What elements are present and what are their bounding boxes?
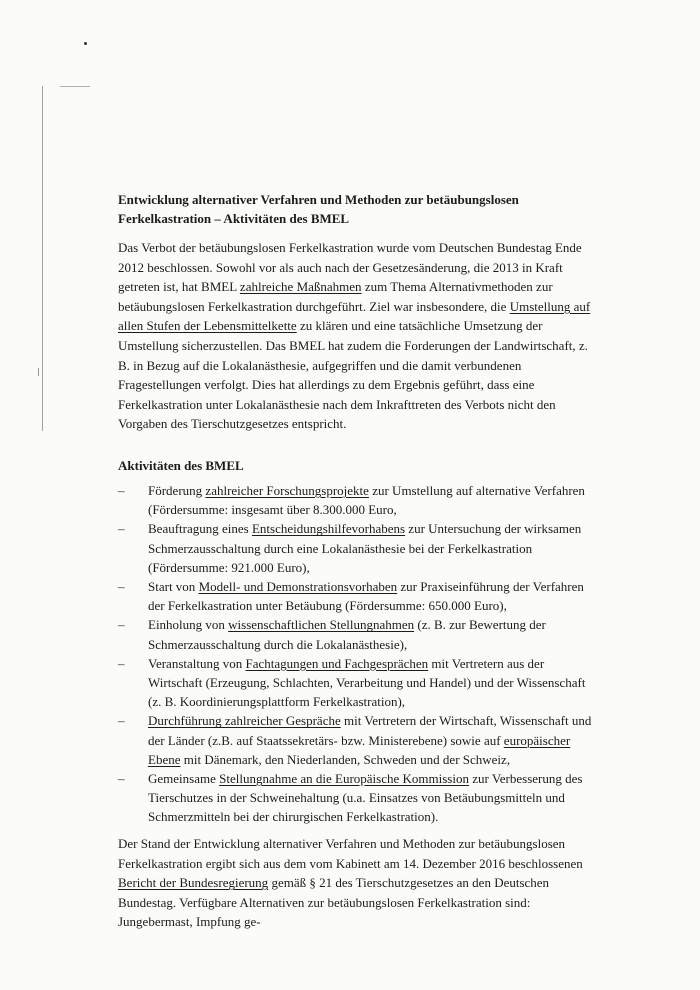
text-run: Einholung von [148,617,229,633]
text-run: zur Untersuchung der wirksamen Schmerzausschaltung durch eine Lokalanästhesie bei der Ferkelkastration (Fördersumme: 921.000 Euro), [148,521,582,575]
underlined-phrase: Bericht der Bundesregierung [118,875,269,891]
underlined-phrase: Fachtagungen und Fachgesprächen [245,655,429,671]
scan-artifact-mark [38,368,42,376]
text-run: Start von [148,579,199,595]
text-run: zur Praxiseinführung der Verfahren der Ferkelkastration unter Betäubung (Fördersumme: 650.000 Euro), [148,579,584,614]
text-run: Der Stand der Entwicklung alternativer Verfahren und Methoden zur betäubungslosen Ferkelkastration ergibt sich aus dem vom Kabinett am 14. Dezember 2016 beschlossenen [118,836,583,871]
text-run: Veranstaltung von [148,655,246,671]
text-run: zur Verbesserung des Tierschutzes in der Schweinehaltung (u.a. Einsatzes von Betäubungsmitteln und Schmerzmitteln bei der chirurgischen Ferkelkastration). [148,771,583,825]
underlined-phrase: wissenschaftlichen Stellungnahmen [228,617,415,633]
scan-artifact-tick [60,86,90,87]
activities-list [118,481,600,827]
text-run: zu klären und eine tatsächliche Umsetzung der Umstellung sicherzustellen. Das BMEL hat zudem die Forderungen der Landwirtschaft, z. B. in Bezug auf die Lokalanästhesie, aufgegriffen und die damit verbundenen Fragestellungen verfolgt. Dies hat allerdings zu dem Ergebnis geführt, dass eine Ferkelkastration unter Lokalanästhesie nach dem Inkrafttreten des Verbots nicht den Vorgaben des Tierschutzgesetzes entspricht. [118,318,588,432]
document-heading: Entwicklung alternativer Verfahren und Methoden zur betäubungslosen Ferkelkastration – Aktivitäten des BMEL [118,192,519,226]
scan-artifact-line [42,86,43,431]
underlined-phrase: Stellungnahme an die Europäische Kommission [219,771,469,787]
text-run: zur Umstellung auf alternative Verfahren (Fördersumme: insgesamt über 8.300.000 Euro, [148,483,585,518]
underlined-phrase: europäischer Ebene [148,732,571,767]
text-run: (z. B. zur Bewertung der Schmerzausschaltung durch die Lokalanästhesie), [148,617,546,652]
text-run: mit Dänemark, den Niederlanden, Schweden und der Schweiz, [180,751,511,767]
activity-item [118,769,600,827]
text-run: zum Thema Alternativmethoden zur betäubungslosen Ferkelkastration durchgeführt. Ziel war insbesondere, die [118,279,553,314]
text-run: mit Vertretern der Wirtschaft, Wissenschaft und der Länder (z.B. auf Staatssekretärs- bzw. Ministerebene) sowie auf [148,713,592,748]
activities-heading: Aktivitäten des BMEL [118,458,244,473]
activity-item [118,577,600,615]
scan-artifact-dot [84,42,87,45]
underlined-phrase: Modell- und Demonstrationsvorhaben [198,579,398,595]
underlined-phrase: Durchführung zahlreicher Gespräche [148,713,341,729]
activity-item [118,654,600,712]
text-run: Gemeinsame [148,771,220,787]
activity-item [118,519,600,577]
text-run: Das Verbot der betäubungslosen Ferkelkastration wurde vom Deutschen Bundestag Ende 2012 beschlossen. Sowohl vor als auch nach der Gesetzesänderung, die 2013 in Kraft getreten ist, hat BMEL [118,240,582,295]
activity-item [118,615,600,653]
text-run: Förderung [148,483,206,498]
intro-paragraph [118,238,600,434]
text-run: mit Vertretern aus der Wirtschaft (Erzeugung, Schlachten, Verarbeitung und Handel) und der Wissenschaft (z. B. Koordinierungsplattform Ferkelkastration), [148,655,586,710]
underlined-phrase: Entscheidungshilfevorhabens [251,521,406,537]
activity-item [118,711,600,769]
underlined-phrase: zahlreicher Forschungsprojekte [205,483,369,498]
underlined-phrase: zahlreiche Maßnahmen [239,279,362,295]
activity-item [118,481,600,519]
text-run: gemäß § 21 des Tierschutzgesetzes an den Deutschen Bundestag. Verfügbare Alternativen zur betäubungslosen Ferkelkastration sind: Jungebermast, Impfung ge- [118,875,550,930]
text-run: Beauftragung eines [148,521,252,537]
status-paragraph [118,834,600,932]
underlined-phrase: Umstellung auf allen Stufen der Lebensmittelkette [118,298,591,334]
